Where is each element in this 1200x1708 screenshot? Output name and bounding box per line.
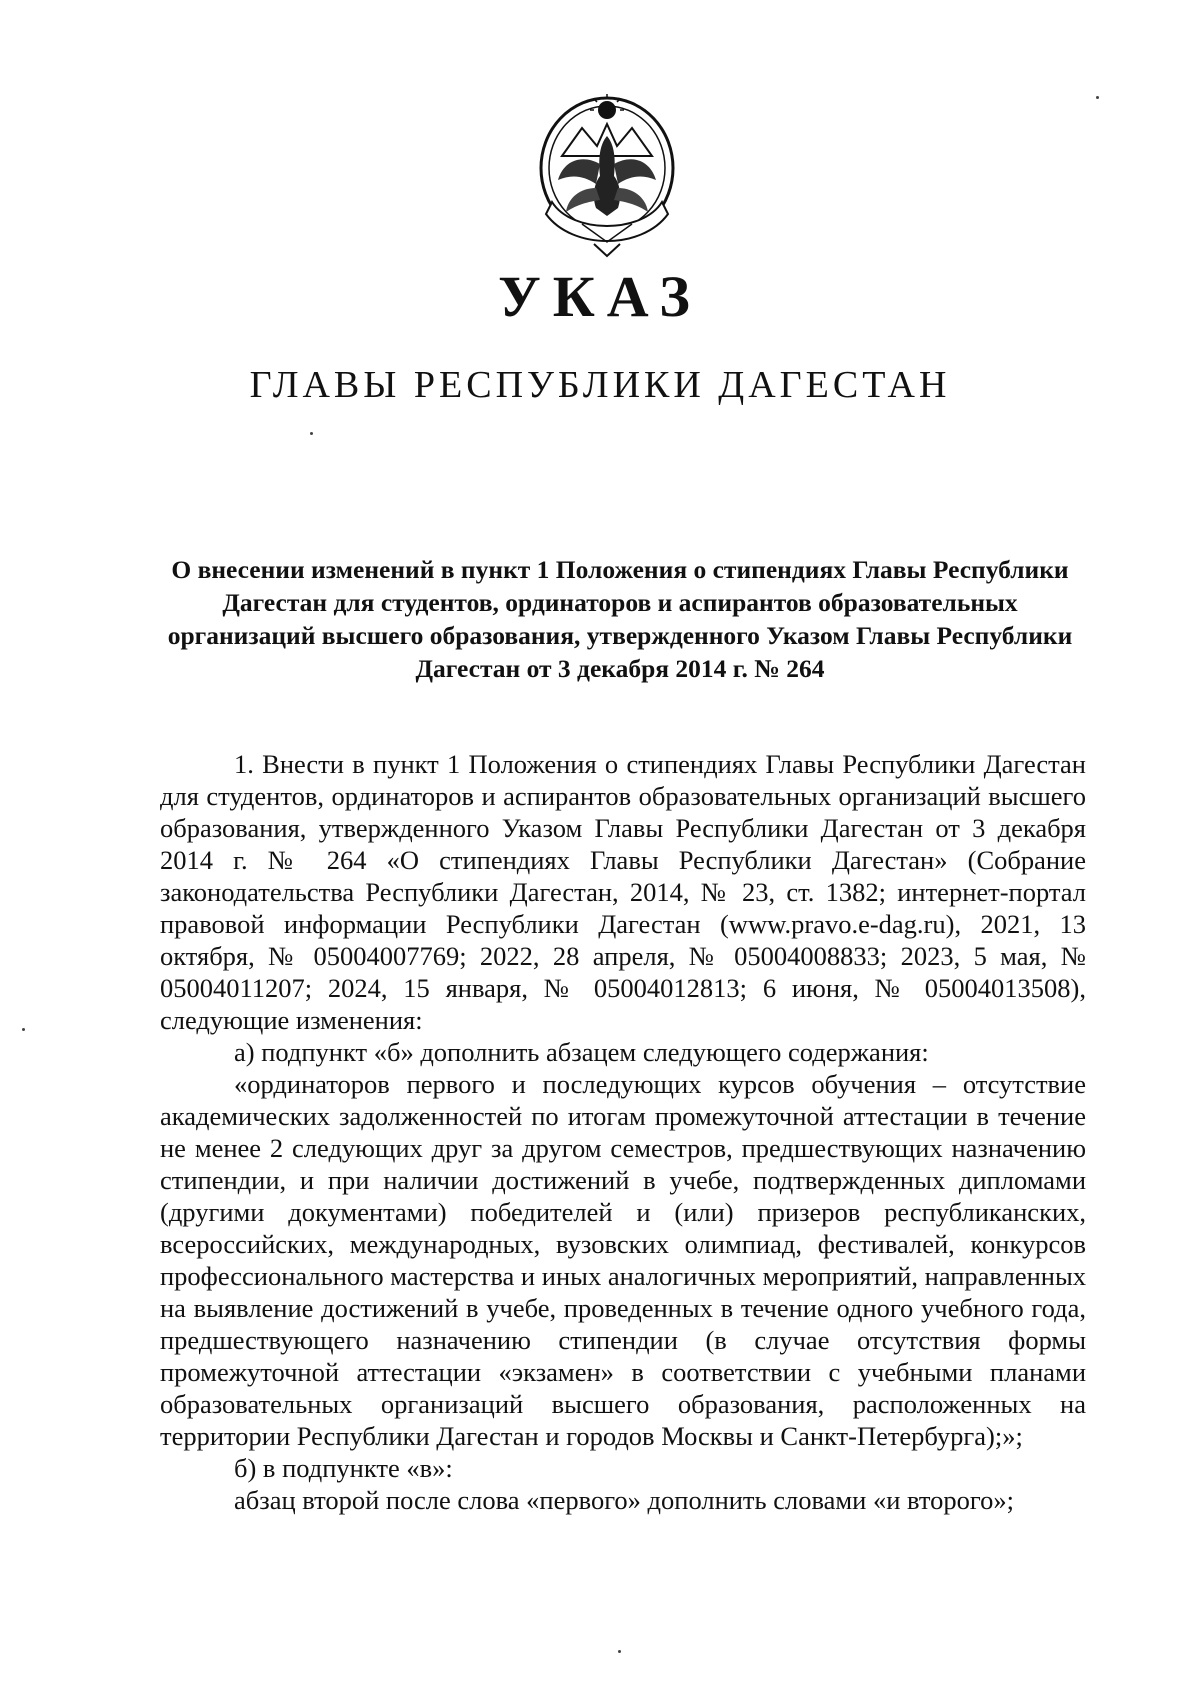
decree-body (160, 748, 1086, 1516)
decree-heading: О внесении изменений в пункт 1 Положения о стипендиях Главы Республики Дагестан для студентов, ординаторов и аспирантов образовательных организаций высшего образования, утвержденного Указом Главы Республики Дагестан от 3 декабря 2014 г. № 264 (167, 555, 1073, 683)
paragraph-2: а) подпункт «б» дополнить абзацем следующего содержания: (234, 1037, 929, 1067)
paragraph-5: абзац второй после слова «первого» дополнить словами «и второго»; (234, 1485, 1014, 1515)
document-subtitle: ГЛАВЫ РЕСПУБЛИКИ ДАГЕСТАН (249, 364, 951, 406)
document-title: УКАЗ (498, 264, 702, 329)
paragraph-1: 1. Внести в пункт 1 Положения о стипендиях Главы Республики Дагестан для студентов, ординаторов и аспирантов образовательных организаций высшего образования, утвержденного Указом Главы Республики Дагестан от 3 декабря 2014 г. № 264 «О стипендиях Главы Республики Дагестан» (Собрание законодательства Республики Дагестан, 2014, № 23, ст. 1382; интернет-портал правовой информации Республики Дагестан (www.pravo.e-dag.ru), 2021, 13 октября, № 05004007769; 2022, 28 апреля, № 05004008833; 2023, 5 мая, № 05004011207; 2024, 15 января, № 05004012813; 6 июня, № 05004013508), следующие изменения: (160, 749, 1086, 1035)
scan-speck (310, 432, 313, 435)
scan-speck (22, 1028, 25, 1031)
paragraph-4: б) в подпункте «в»: (234, 1453, 453, 1483)
coat-of-arms-emblem (522, 84, 692, 260)
paragraph-3: «ординаторов первого и последующих курсов обучения – отсутствие академических задолженностей по итогам промежуточной аттестации в течение не менее 2 следующих друг за другом семестров, предшествующих назначению стипендии, и при наличии достижений в учебе, подтвержденных дипломами (другими документами) победителей и (или) призеров республиканских, всероссийских, международных, вузовских олимпиад, фестивалей, конкурсов профессионального мастерства и иных аналогичных мероприятий, направленных на выявление достижений в учебе, проведенных в течение одного учебного года, предшествующего назначению стипендии (в случае отсутствия формы промежуточной аттестации «экзамен» в соответствии с учебными планами образовательных организаций высшего образования, расположенных на территории Республики Дагестан и городов Москвы и Санкт-Петербурга);»; (160, 1069, 1086, 1451)
eagle-emblem-icon (522, 84, 692, 260)
scan-speck (1096, 96, 1099, 99)
scan-speck (618, 1650, 621, 1653)
